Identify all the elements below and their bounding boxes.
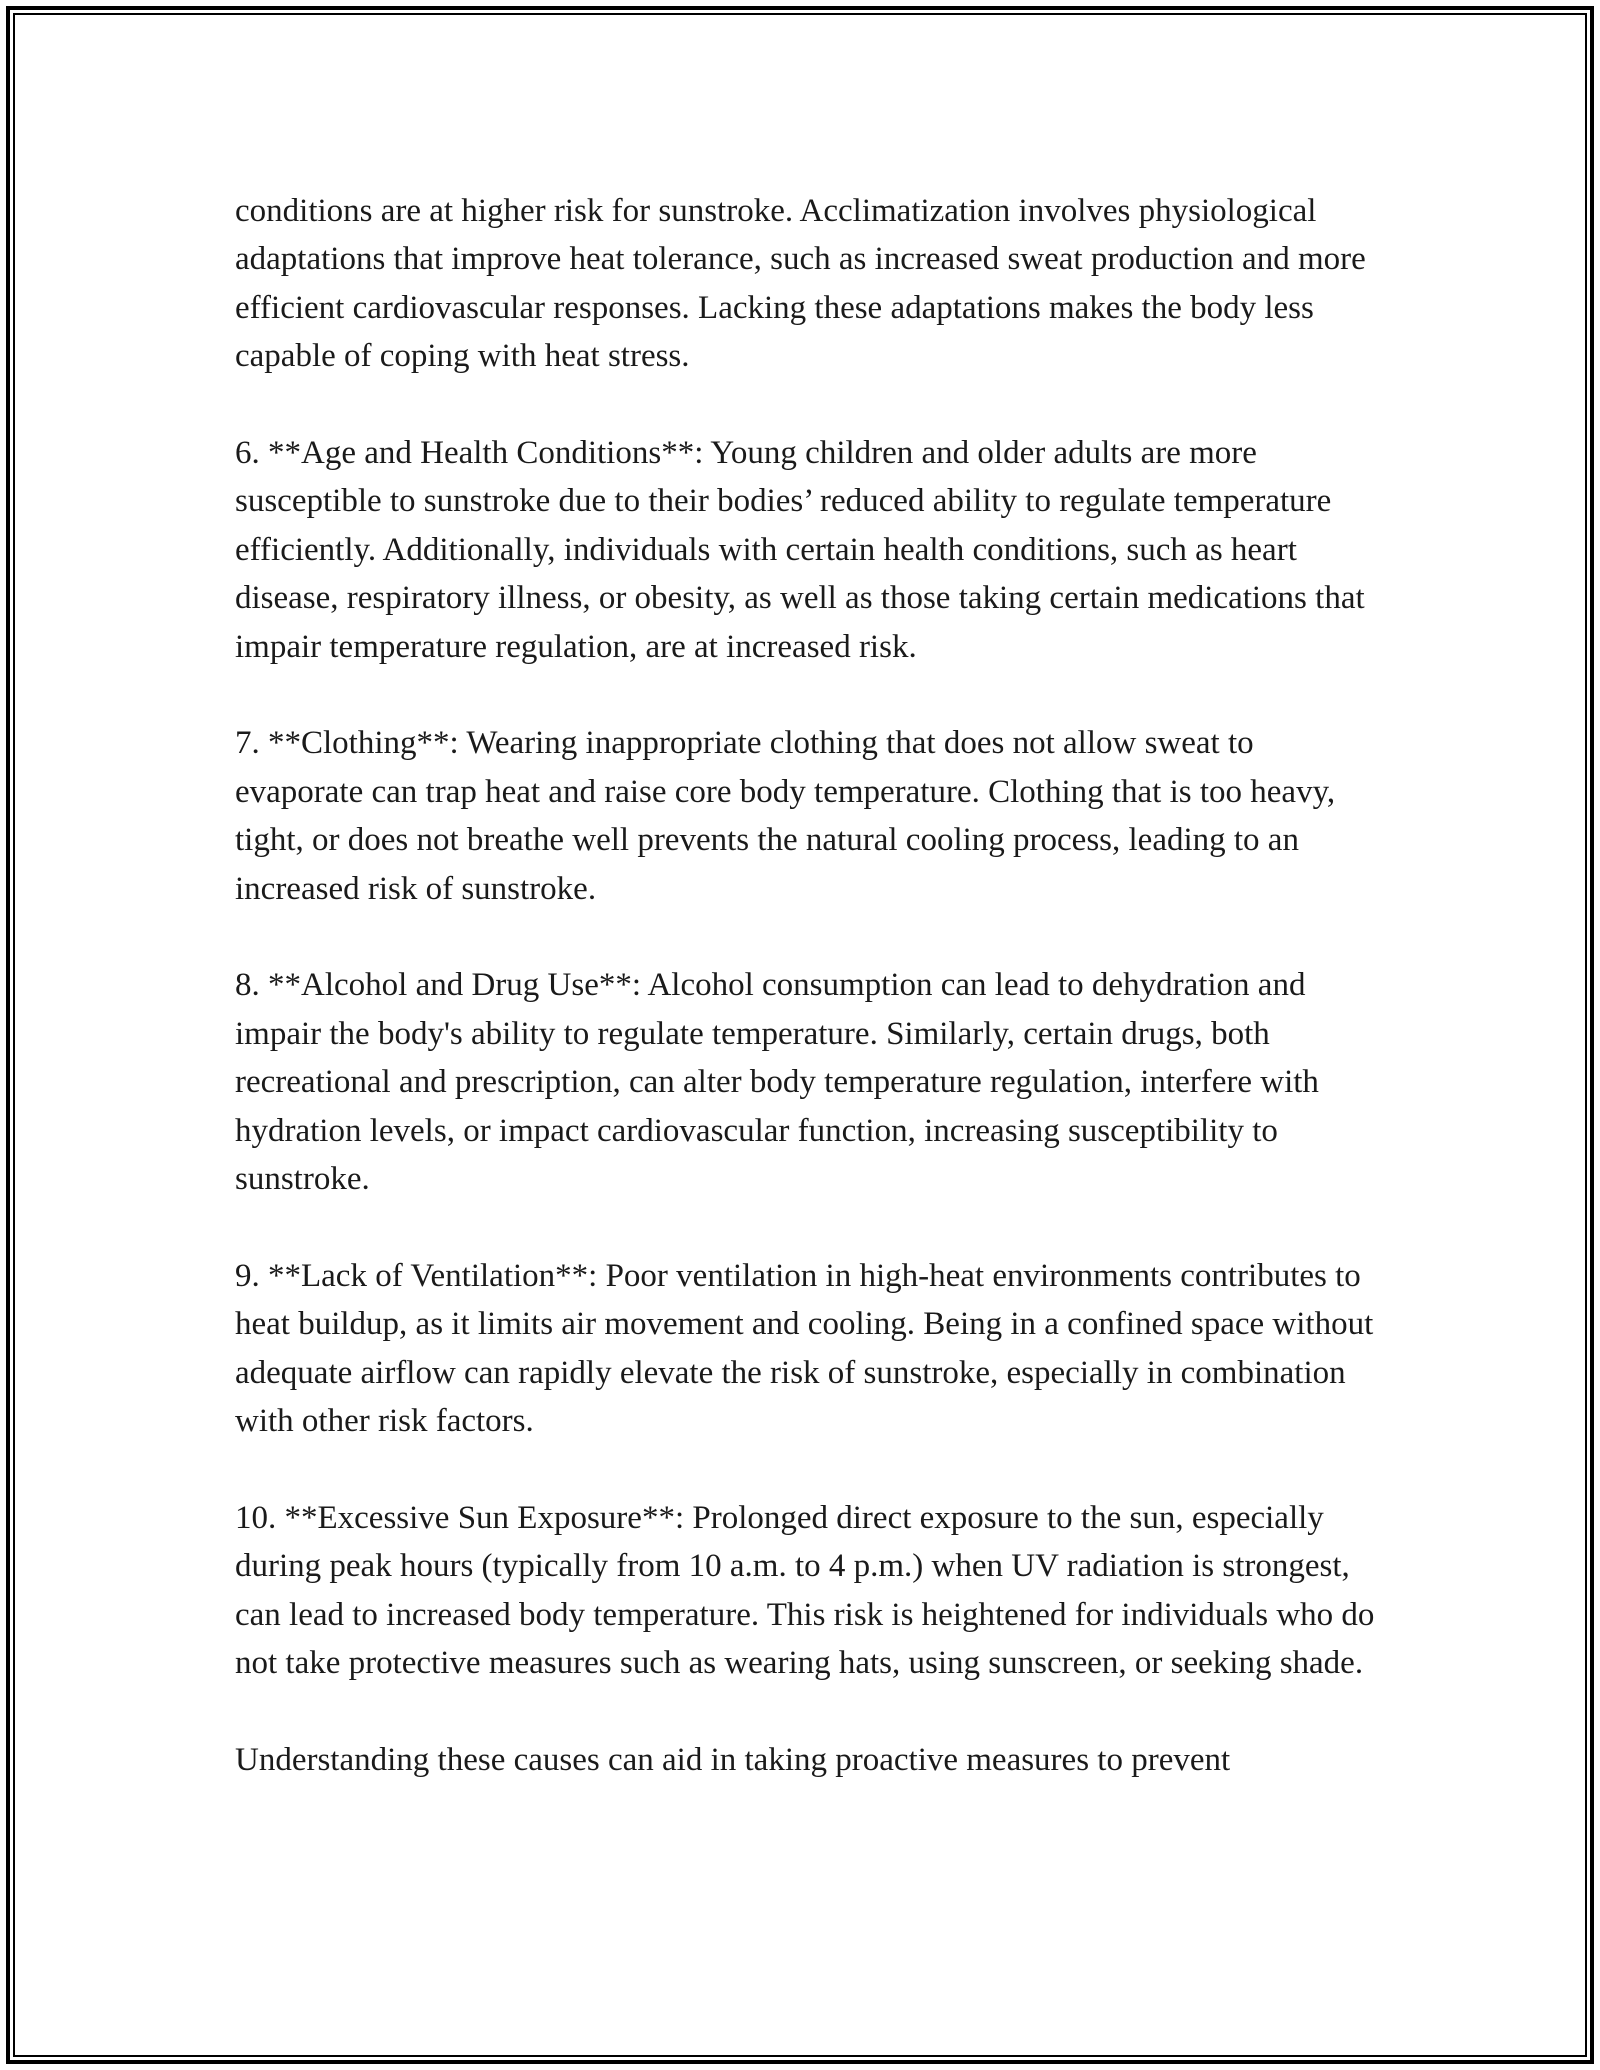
paragraph-acclimatization: conditions are at higher risk for sunstroke. Acclimatization involves physiological adaptations that improve heat tolerance, such as increased sweat production and more efficient cardiovascular responses. Lacking these adaptations makes the body less capable of coping with heat stress. bbox=[235, 193, 1366, 375]
paragraph-ventilation: 9. **Lack of Ventilation**: Poor ventilation in high-heat environments contributes to heat buildup, as it limits air movement and cooling. Being in a confined space without adequate airflow can rapidly elevate the risk of sunstroke, especially in combination with other risk factors. bbox=[235, 1257, 1374, 1440]
paragraph-sun-exposure: 10. **Excessive Sun Exposure**: Prolonged direct exposure to the sun, especially during peak hours (typically from 10 a.m. to 4 p.m.) when UV radiation is strongest, can lead to increased body temperature. This risk is heightened for individuals who do not take protective measures such as wearing hats, using sunscreen, or seeking shade. bbox=[235, 1499, 1375, 1682]
paragraph-clothing: 7. **Clothing**: Wearing inappropriate clothing that does not allow sweat to evaporate can trap heat and raise core body temperature. Clothing that is too heavy, tight, or does not breathe well prevents the natural cooling process, leading to an increased risk of sunstroke. bbox=[235, 725, 1336, 907]
document-body bbox=[235, 187, 1375, 1784]
paragraph-age-health: 6. **Age and Health Conditions**: Young children and older adults are more susceptible to sunstroke due to their bodies’ reduced ability to regulate temperature efficiently. Additionally, individuals with certain health conditions, such as heart disease, respiratory illness, or obesity, as well as those taking certain medications that impair temperature regulation, are at increased risk. bbox=[235, 435, 1365, 665]
paragraph-alcohol-drugs: 8. **Alcohol and Drug Use**: Alcohol consumption can lead to dehydration and impair the body's ability to regulate temperature. Similarly, certain drugs, both recreational and prescription, can alter body temperature regulation, interfere with hydration levels, or impact cardiovascular function, increasing susceptibility to sunstroke. bbox=[235, 967, 1319, 1198]
paragraph-conclusion: Understanding these causes can aid in taking proactive measures to prevent bbox=[235, 1741, 1231, 1778]
